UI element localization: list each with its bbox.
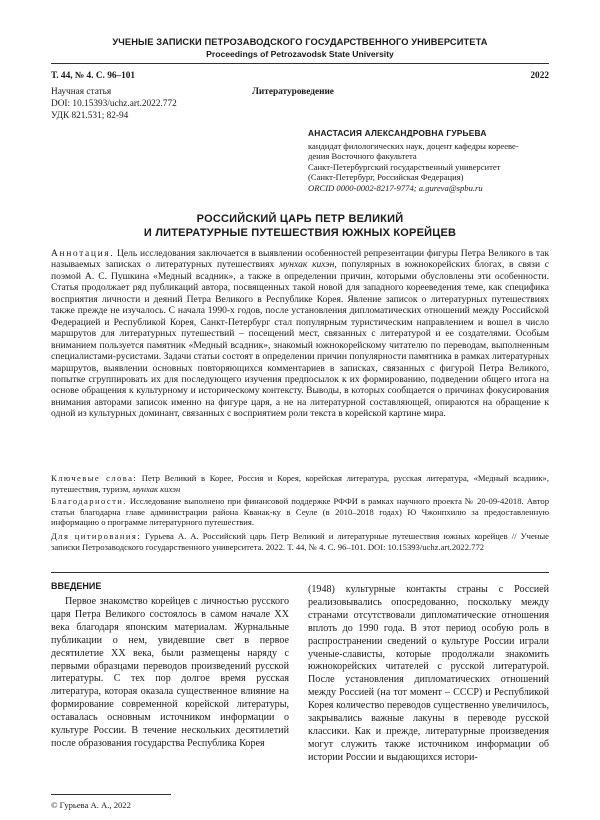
abstract [51,248,549,420]
keywords-term: мунхак кихэн [132,483,181,494]
acknowledgments-label: Благодарности. [51,496,127,506]
keywords [51,473,549,494]
copyright: © Гурьева А. А., 2022 [51,800,131,810]
volume-line: Т. 44, № 4. С. 96–101 [51,71,136,81]
article-rubric: Литературоведение [252,87,334,97]
author-orcid: ORCID 0000-0002-8217-9774; a.gureva@spbu.ru [308,182,483,193]
citation [51,531,549,552]
author-university: Санкт-Петербургский государственный университет [308,161,501,172]
abstract-text-a: Цель исследования заключается в выявлении особенностей репрезентации фигуры Петра Великого в так называемых записках о литературных путешествиях [51,248,549,271]
body-column-left: Первое знакомство корейцев с личностью русского царя Петра Великого состоялось в самом начале XX века благодаря японским материалам. Журнальные публикации о нем, увидевшие свет в первое десятилетие XX века, были размещены наряду с первыми образцами переводов произведений русской литературы. С тех пор долгое время русская литература, которая оказала существенное влияние на формирование современной корейской литературы, оставалась основным источником информации о культуре России. В течение нескольких десятилетий после образования государства Республика Корея [51,596,289,749]
keywords-text: Петр Великий в Корее, Россия и Корея, корейская литература, русская литература, «Медный всадник», путешествия, туризм, [51,473,550,494]
doi: DOI: 10.15393/uchz.art.2022.772 [51,99,177,109]
keywords-label: Ключевые слова: [51,473,138,483]
section-rule [51,572,549,573]
article-title-line-2: И ЛИТЕРАТУРНЫЕ ПУТЕШЕСТВИЯ ЮЖНЫХ КОРЕЙЦЕВ [143,227,457,239]
author-block [308,128,550,194]
article-title [40,212,560,240]
article-type: Научная статья [51,87,112,97]
body-column-right: (1948) культурные контакты страны с Россией реализовывались опосредованно, поскольку между странами отсутствовали дипломатические отношения вплоть до 1990 года. В этот период особую роль в распространении сведений о культуре России играли ученые-слависты, которые продолжали знакомить южнокорейских читателей с русской литературой. После установления дипломатических отношений между Россией (на тот момент – СССР) и Республикой Корея количество переводов существенно увеличилось, закрывались важные лакуны в переводе русской классики. Как и прежде, литературные произведения могут служить также источником информации об истории России и выдающихся истори- [308,584,549,763]
footnote-rule [51,794,171,795]
abstract-text-b: , популярных в южнокорейских блогах, в связи с поэмой А. С. Пушкина «Медный всадник», а также в определении причин, которыми обусловлены эти особенности. Статья продолжает ряд публикаций автора, посвященных такой новой для западного корееведения теме, как специфика восприятия личности и деяний Петра Великого в Республике Корея. Явление записок о литературных путешествиях также прежде не изучалось. С начала 1990-х годов, после установления дипломатических отношений между Российской Федерацией и Республикой Корея, Санкт-Петербург стал популярным туристическим направлением и вошел в число маршрутов для литературных путешествий – посещений мест, связанных с литературой и ее создателями. Особым вниманием пользуется памятник «Медный всадник», знакомый южнокорейскому читателю по переводам, выполненным специалистами-русистами. Задачи статьи состоят в определении причин популярности памятника в рамках литературных маршрутов, выявлении основных повторяющихся комментариев в записках, связанных с фигурой Петра Великого, попытке сгруппировать их для последующего изучения предпосылок к их формированию, подведении общего итога на основе обращения к культурному и историческому контексту. Выводы, в которых сообщается о причинах фокусирования внимания авторами записок именно на фигуре царя, а не на литературной составляющей, опираются на обращение к одной из культурных доминант, связанных с восприятием роли текста в корейской картине мира. [51,259,549,420]
acknowledgments [51,496,549,528]
citation-label: Для цитирования: [51,531,142,541]
abstract-label: Аннотация. [51,248,115,259]
udc: УДК 821.531; 82-94 [51,111,129,121]
acknowledgments-text: Исследование выполнено при финансовой поддержке РФФИ в рамках научного проекта № 20-09-42018. Автор статьи благодарна главе администрации района Кванак-ку в Сеуле (в 2010–2018 годах) Ю Чжонпхилю за предоставленную информацию о программе литературного путешествия. [51,496,549,527]
author-department: дения Восточного факультета [308,151,417,162]
author-degree: кандидат филологических наук, доцент кафедры корееве- [308,140,519,151]
citation-text: Гурьева А. А. Российский царь Петр Великий и литературные путешествия южных корейцев // Ученые записки Петрозаводского государственного университета. 2022. Т. 44, № 4. С. 96–101. DOI: 10.15393/uchz.art.2022.772 [51,531,549,552]
journal-title: УЧЕНЫЕ ЗАПИСКИ ПЕТРОЗАВОДСКОГО ГОСУДАРСТВЕННОГО УНИВЕРСИТЕТА [112,37,488,47]
author-location: (Санкт-Петербург, Российская Федерация) [308,172,464,183]
journal-subtitle: Proceedings of Petrozavodsk State University [206,49,394,59]
article-title-line-1: РОССИЙСКИЙ ЦАРЬ ПЕТР ВЕЛИКИЙ [196,213,404,225]
issue-year: 2022 [530,71,549,81]
abstract-term: мунхак кихэн [278,259,335,271]
section-heading-introduction: ВВЕДЕНИЕ [51,581,102,591]
header-rule [51,63,549,64]
author-name: АНАСТАСИЯ АЛЕКСАНДРОВНА ГУРЬЕВА [308,128,487,138]
